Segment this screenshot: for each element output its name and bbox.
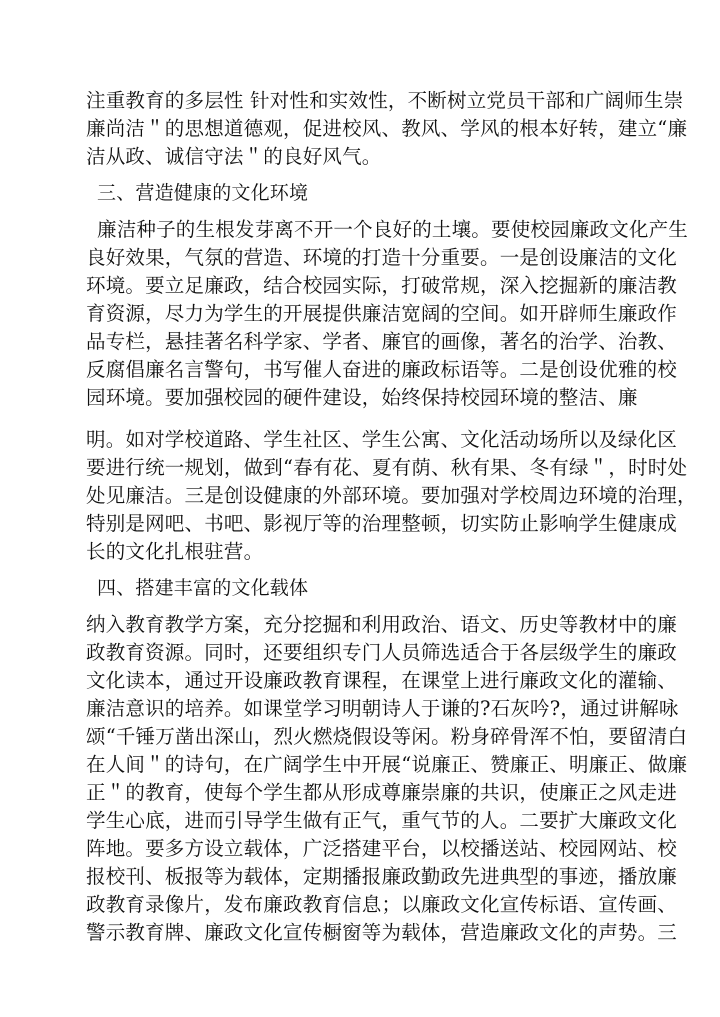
paragraph-line: 育资源，尽力为学生的开展提供廉洁宽阔的空间。如开辟师生廉政作 [86, 302, 678, 325]
paragraph-line: 政教育录像片，发布廉政教育信息；以廉政文化宣传标语、宣传画、 [86, 893, 678, 916]
paragraph-line: 反腐倡廉名言警句，书写催人奋进的廉政标语等。二是创设优雅的校 [86, 358, 678, 381]
paragraph-line: 政教育资源。同时，还要组织专门人员筛选适合于各层级学生的廉政 [86, 641, 678, 664]
paragraph-line: 特别是网吧、书吧、影视厅等的治理整顿，切实防止影响学生健康成 [86, 512, 678, 535]
paragraph-line: 廉洁种子的生根发芽离不开一个良好的土壤。要使校园廉政文化产生 [97, 218, 689, 241]
paragraph-line: 注重教育的多层性 针对性和实效性，不断树立党员干部和广阔师生崇 [86, 89, 684, 112]
paragraph-line: 颂“千锤万凿出深山，烈火燃烧假设等闲。粉身碎骨浑不怕，要留清白 [86, 725, 688, 748]
paragraph-line: 良好效果，气氛的营造、环境的打造十分重要。一是创设廉洁的文化 [86, 246, 678, 269]
paragraph-line: 学生心底，进而引导学生做有正气，重气节的人。二要扩大廉政文化 [86, 809, 678, 832]
paragraph-line: 在人间＂的诗句，在广阔学生中开展“说廉正、赞廉正、明廉正、做廉 [86, 753, 688, 776]
paragraph-line: 品专栏，悬挂著名科学家、学者、廉官的画像，著名的治学、治教、 [86, 330, 678, 353]
paragraph-line: 报校刊、板报等为载体，定期播报廉政勤政先进典型的事迹，播放廉 [86, 865, 678, 888]
paragraph-line: 长的文化扎根驻营。 [86, 540, 264, 563]
paragraph-line: 环境。要立足廉政，结合校园实际，打破常规，深入挖掘新的廉洁教 [86, 274, 678, 297]
paragraph-line: 园环境。要加强校园的硬件建设，始终保持校园环境的整洁、廉 [86, 386, 638, 409]
paragraph-line: 处见廉洁。三是创设健康的外部环境。要加强对学校周边环境的治理， [86, 484, 697, 507]
paragraph-line: 纳入教育教学方案，充分挖掘和利用政治、语文、历史等教材中的廉 [86, 613, 678, 636]
paragraph-line: 警示教育牌、廉政文化宣传橱窗等为载体，营造廉政文化的声势。三 [86, 921, 678, 944]
section-heading: 三、营造健康的文化环境 [97, 182, 309, 204]
paragraph-line: 要进行统一规划，做到“春有花、夏有荫、秋有果、冬有绿＂，时时处 [86, 456, 688, 479]
paragraph-line: 阵地。要多方设立载体，广泛搭建平台，以校播送站、校园网站、校 [86, 837, 678, 860]
paragraph-line: 廉尚洁＂的思想道德观，促进校风、教风、学风的根本好转，建立“廉 [86, 117, 688, 140]
paragraph-line: 明。如对学校道路、学生社区、学生公寓、文化活动场所以及绿化区 [86, 428, 678, 451]
section-heading: 四、搭建丰富的文化载体 [97, 577, 309, 599]
paragraph-line: 正＂的教育，使每个学生都从形成尊廉崇廉的共识，使廉正之风走进 [86, 781, 678, 804]
paragraph-line: 洁从政、诚信守法＂的良好风气。 [86, 145, 382, 168]
paragraph-line: 文化读本，通过开设廉政教育课程，在课堂上进行廉政文化的灌输、 [86, 669, 678, 692]
paragraph-line: 廉洁意识的培养。如课堂学习明朝诗人于谦的?石灰吟?，通过讲解咏 [86, 697, 679, 720]
